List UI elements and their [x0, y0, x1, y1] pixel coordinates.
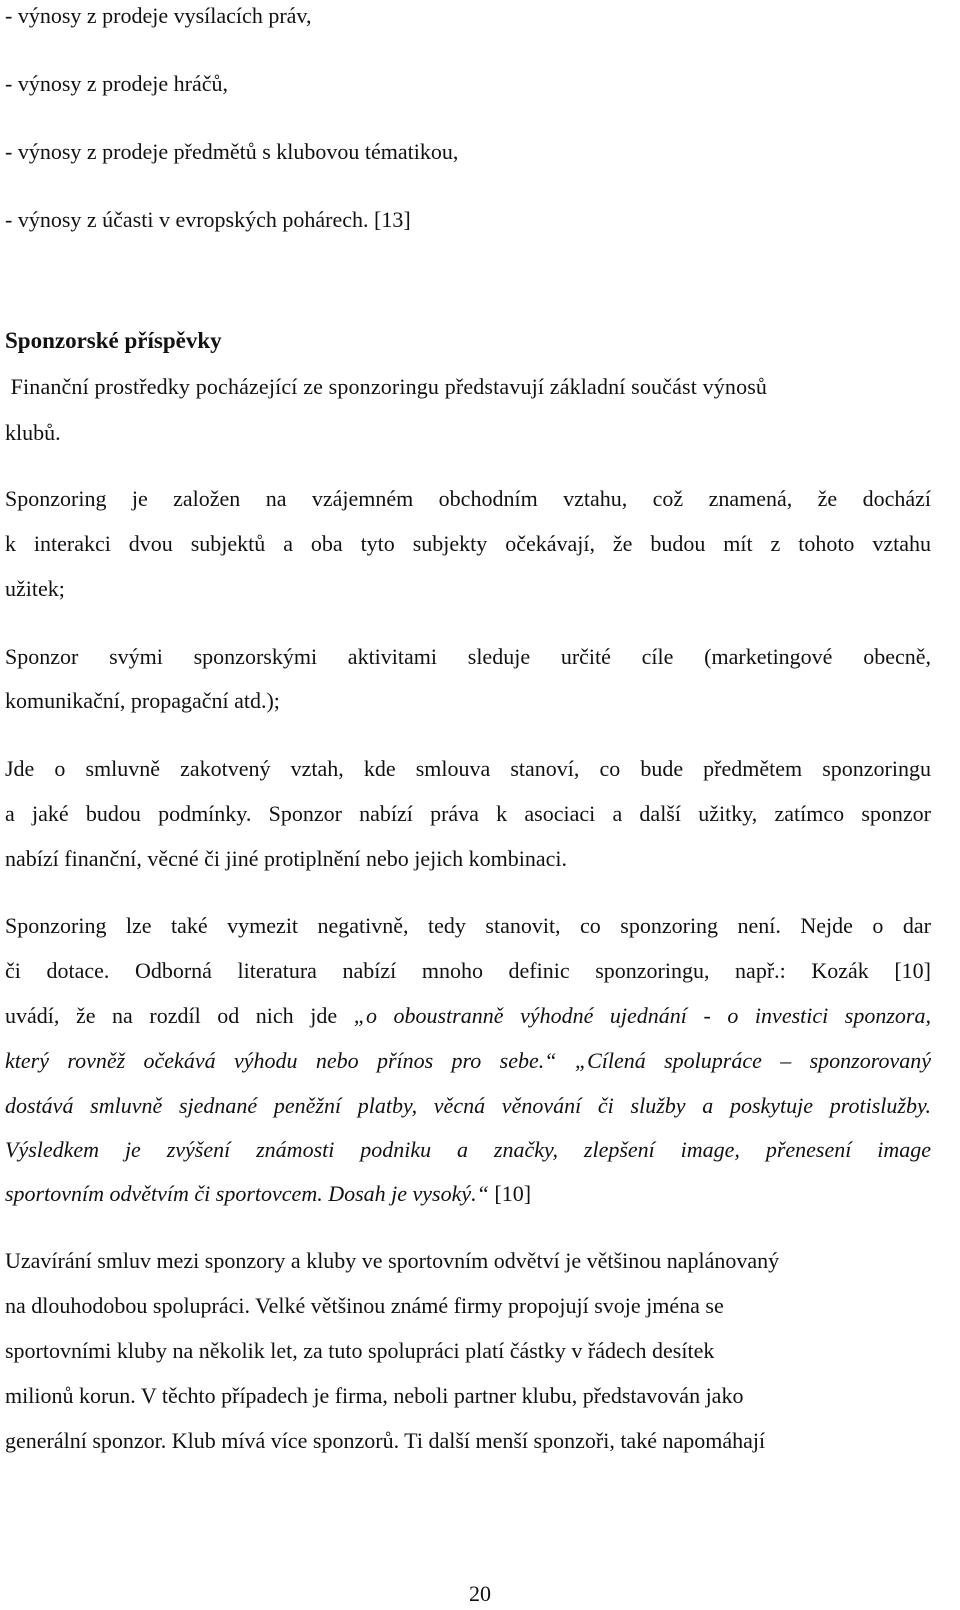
- paragraph-line: [5, 1139, 931, 1161]
- quoted-text: „o oboustranně výhodné ujednání - o investici sponzora,: [353, 1003, 931, 1028]
- quoted-text: který rovněž očekává výhodu nebo přínos pro sebe.“ „Cílená spolupráce – sponzorovaný: [5, 1048, 931, 1073]
- paragraph-line: milionů korun. V těchto případech je firma, neboli partner klubu, představován jako: [5, 1383, 744, 1408]
- paragraph-line: [5, 1005, 931, 1027]
- paragraph-line: Sponzoring lze také vymezit negativně, tedy stanovit, co sponzoring není. Nejde o dar: [5, 913, 931, 938]
- plain-text: uvádí, že na rozdíl od nich jde: [5, 1003, 354, 1028]
- quoted-text: Výsledkem je zvýšení známosti podniku a značky, zlepšení image, přenesení image: [5, 1137, 931, 1162]
- paragraph-line: na dlouhodobou spolupráci. Velké většinou známé firmy propojují svoje jména se: [5, 1293, 724, 1318]
- citation: [10]: [494, 1181, 532, 1206]
- paragraph-line: k interakci dvou subjektů a oba tyto subjekty očekávají, že budou mít z tohoto vztahu: [5, 531, 931, 556]
- paragraph-line: či dotace. Odborná literatura nabízí mnoho definic sponzoringu, např.: Kozák [10]: [5, 958, 931, 983]
- list-item: - výnosy z prodeje hráčů,: [5, 71, 228, 96]
- section-heading: Sponzorské příspěvky: [5, 328, 222, 353]
- paragraph-line: [5, 1183, 531, 1205]
- paragraph-line: užitek;: [5, 576, 65, 601]
- paragraph-line: [5, 1095, 931, 1117]
- paragraph-line: nabízí finanční, věcné či jiné protiplnění nebo jejich kombinaci.: [5, 846, 568, 871]
- quoted-text: sportovním odvětvím či sportovcem. Dosah je vysoký.“: [5, 1181, 489, 1206]
- list-item: - výnosy z prodeje vysílacích práv,: [5, 3, 312, 28]
- paragraph-line: Uzavírání smluv mezi sponzory a kluby ve sportovním odvětví je většinou naplánovaný: [5, 1248, 780, 1273]
- quoted-text: dostává smluvně sjednané peněžní platby, věcná věnování či služby a poskytuje protislužby.: [5, 1093, 931, 1118]
- paragraph-line: Sponzor svými sponzorskými aktivitami sleduje určité cíle (marketingové obecně,: [5, 644, 931, 669]
- paragraph-line: klubů.: [5, 420, 61, 445]
- paragraph-line: generální sponzor. Klub mívá více sponzorů. Ti další menší sponzoři, také napomáhají: [5, 1428, 766, 1453]
- paragraph-line: Finanční prostředky pocházející ze sponzoringu představují základní součást výnosů: [5, 374, 768, 399]
- list-item: - výnosy z prodeje předmětů s klubovou tématikou,: [5, 139, 459, 164]
- list-item: - výnosy z účasti v evropských pohárech. [13]: [5, 207, 411, 232]
- paragraph-line: komunikační, propagační atd.);: [5, 688, 280, 713]
- page-number: 20: [469, 1581, 491, 1606]
- paragraph-line: Jde o smluvně zakotvený vztah, kde smlouva stanoví, co bude předmětem sponzoringu: [5, 756, 931, 781]
- paragraph-line: [5, 1050, 931, 1072]
- paragraph-line: Sponzoring je založen na vzájemném obchodním vztahu, což znamená, že dochází: [5, 486, 931, 511]
- paragraph-line: sportovními kluby na několik let, za tuto spolupráci platí částky v řádech desítek: [5, 1338, 715, 1363]
- paragraph-line: a jaké budou podmínky. Sponzor nabízí práva k asociaci a další užitky, zatímco sponzor: [5, 801, 931, 826]
